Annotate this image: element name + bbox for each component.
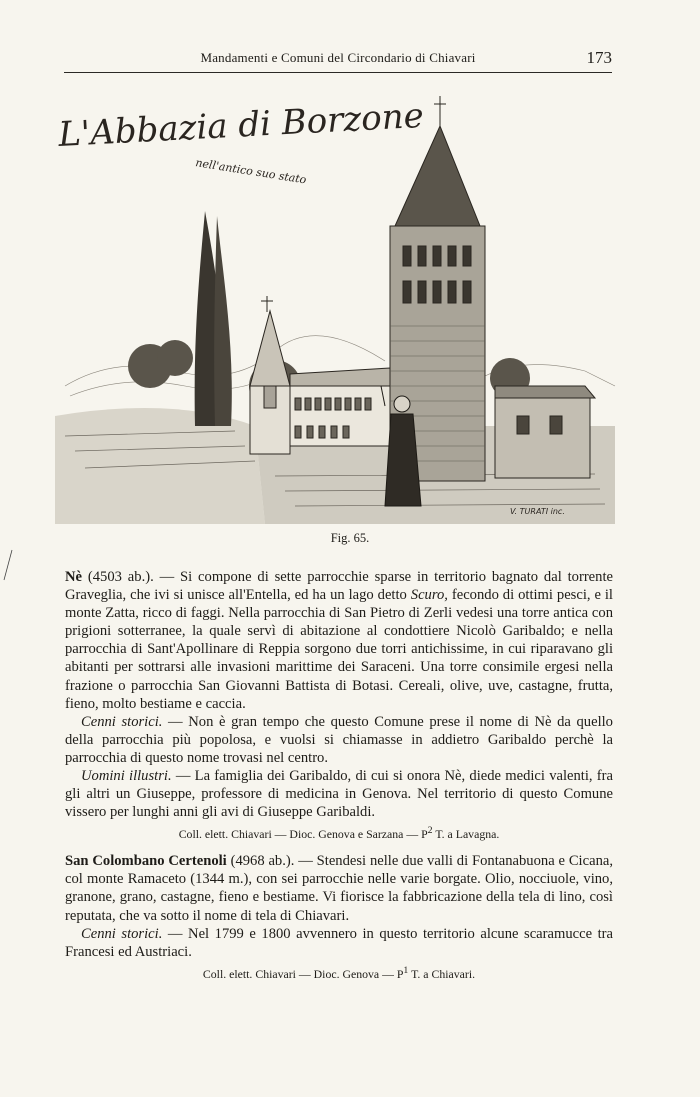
ne-coll: Coll. elett. Chiavari — Dioc. Genova e Sarzana — P xyxy=(178,827,428,842)
ne-coll-end: T. a Lavagna. xyxy=(432,827,500,842)
margin-pen-mark xyxy=(2,548,14,584)
ne-lake: Scuro, xyxy=(410,587,448,604)
body-text xyxy=(65,568,613,983)
ne-cenni-text: — Non è gran tempo che questo Comune prese il nome di Nè da quello della parrocchia più popolosa, e vuolsi si chiamasse in addietro Garibaldo perchè la parrocchia di questo nome trovasi nel centro. xyxy=(65,713,613,766)
ne-cenni-paragraph xyxy=(65,713,613,767)
ne-uomini-label: Uomini illustri. xyxy=(81,768,172,785)
ne-uomini-paragraph xyxy=(65,767,613,821)
handwritten-title: L'Abbazia di Borzone xyxy=(57,95,425,155)
ne-body: — Si compone di sette parrocchie sparse in territorio bagnato dal torrente Graveglia, che ivi si unisce all'Entella, ed ha un lago detto xyxy=(65,569,613,604)
ne-population: (4503 ab.). xyxy=(87,569,154,585)
sc-name: San Colombano Certenoli xyxy=(65,853,227,870)
handwritten-subtitle: nell'antico suo stato xyxy=(194,156,308,187)
engraver-signature: V. TURATI inc. xyxy=(510,507,565,516)
ne-cenni-label: Cenni storici. xyxy=(81,713,163,730)
sc-coll-end: T. a Chiavari. xyxy=(408,966,476,981)
abbey-illustration xyxy=(55,86,620,524)
ne-name: Nè xyxy=(65,569,83,585)
sc-cenni-text: — Nel 1799 e 1800 avvennero in questo territorio alcune scaramucce tra Francesi ed Austriaci. xyxy=(65,925,613,960)
ne-uomini-text: — La famiglia dei Garibaldo, di cui si onora Nè, diede medici valenti, fra gli altri un Giuseppe, professore di medicina in Genova. Nel territorio di questo Comune vissero per lunghi anni gli avi di Giuseppe Garibaldi. xyxy=(65,768,613,821)
page-number: 173 xyxy=(586,48,612,67)
ne-coll-line xyxy=(65,822,613,843)
church-nave xyxy=(290,368,395,446)
sc-body: — Stendesi nelle due valli di Fontanabuona e Cicana, col monte Ramaceto (1344 m.), con sei parrocchie nelle varie borgate. Olio, nocciuole, vino, granone, grano, castagne, fieno e bestiame. Vi fiorisce la fabbricazione della tela di lino, così reputata, che va sotto il nome di tela di Chiavari. xyxy=(65,853,613,924)
church-facade xyxy=(250,296,290,454)
sc-cenni-label: Cenni storici. xyxy=(81,925,163,942)
running-head: Mandamenti e Comuni del Circondario di Chiavari xyxy=(200,50,476,65)
ne-paragraph xyxy=(65,568,613,713)
sc-cenni-paragraph xyxy=(65,925,613,961)
sc-coll: Coll. elett. Chiavari — Dioc. Genova — P xyxy=(202,966,404,981)
sc-coll-sup: 1 xyxy=(403,964,409,976)
ne-coll-sup: 2 xyxy=(427,825,433,837)
side-building xyxy=(495,386,595,478)
sc-paragraph xyxy=(65,852,613,924)
sc-population: (4968 ab.). xyxy=(230,853,295,870)
ne-body-cont: fecondo di ottimi pesci, e il monte Zatta, ricco di faggi. Nella parrocchia di San Pietro di Zerli vedesi una torre antica con prigioni sotterranee, la quale servì di abitazione al condottiere Nicolò Garibaldo; e nella parrocchia di Sant'Apollinare di Reppia sorgono due torri antichissime, in cui riparavano gli abitanti per sottrarsi alle invasioni marittime dei Saraceni. Una torre consimile ergesi nella frazione o parrocchia San Giovanni Battista di Botasi. Cereali, olive, uve, castagne, frutta, fieno, molto bestiame e caccia. xyxy=(65,587,613,712)
figure-caption: Fig. 65. xyxy=(330,531,370,545)
page-header xyxy=(64,48,612,73)
sc-coll-line xyxy=(65,962,613,983)
